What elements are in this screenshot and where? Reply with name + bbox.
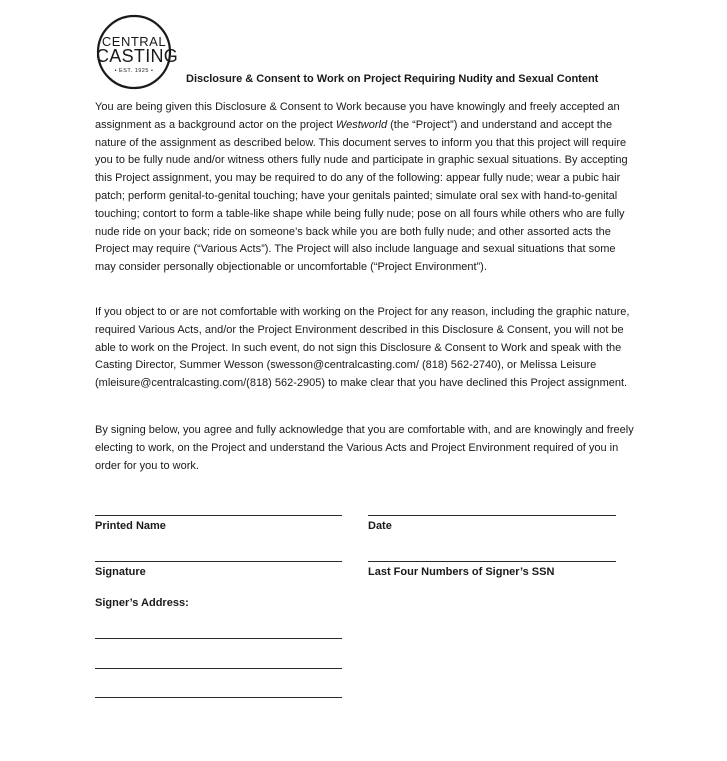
address-line-1[interactable]	[95, 638, 342, 639]
address-line-2[interactable]	[95, 668, 342, 669]
paragraph-objection: If you object to or are not comfortable with working on the Project for any reason, including the graphic nature, required Various Acts, and/or the Project Environment described in this Disclosure & Consent, you will not be able to work on the Project. In such event, do not sign this Disclosure & Consent to Work and speak with the Casting Director, Summer Wesson (swesson@centralcasting.com/ (818) 562-2740), or Melissa Leisure (mleisure@centralcasting.com/(818) 562-2905) to make clear that you have declined this Project assignment.	[95, 306, 630, 390]
paragraph-acknowledgement: By signing below, you agree and fully acknowledge that you are comfortable with, and are knowingly and freely electing to work, on the Project and understand the Various Acts and Project Environment required of you in order for you to work.	[95, 424, 634, 472]
paragraph-disclosure	[95, 99, 635, 277]
central-casting-logo	[96, 14, 179, 90]
signature-label: Signature	[95, 566, 146, 578]
date-line[interactable]	[368, 515, 616, 516]
date-label: Date	[368, 520, 392, 532]
logo-text-est: • EST. 1925 •	[114, 68, 154, 74]
address-label: Signer’s Address:	[95, 597, 189, 609]
ssn-line[interactable]	[368, 561, 616, 562]
logo-text-casting: CASTING	[96, 46, 179, 66]
document-title: Disclosure & Consent to Work on Project Requiring Nudity and Sexual Content	[186, 73, 599, 85]
project-name: Westworld	[335, 118, 388, 131]
printed-name-line[interactable]	[95, 515, 342, 516]
address-line-3[interactable]	[95, 697, 342, 698]
ssn-label: Last Four Numbers of Signer’s SSN	[368, 566, 555, 578]
printed-name-label: Printed Name	[95, 520, 166, 532]
paragraph-disclosure-part2: (the “Project”) and understand and accept the nature of the assignment as described below. This document serves to inform you that this project will require you to be fully nude and/or witness others fully nude and participate in graphic sexual situations. By accepting this Project assignment, you may be required to do any of the following: appear fully nude; wear a pubic hair patch; perform genital-to-genital touching; have your genitals painted; simulate oral sex with hand-to-genital touching; contort to form a table-like shape while being fully nude; pose on all fours while others who are fully nude ride on your back; ride on someone’s back while you are both fully nude; and other assorted acts the Project may require (“Various Acts”). The Project will also include language and sexual situations that some may consider personally objectionable or uncomfortable (“Project Environment”).	[95, 118, 628, 274]
signature-line[interactable]	[95, 561, 342, 562]
paragraph-disclosure-part1: You are being given this Disclosure & Consent to Work because you have knowingly and freely accepted an assignment as a background actor on the project	[95, 101, 620, 131]
logo-text-central: CENTRAL	[101, 34, 167, 49]
